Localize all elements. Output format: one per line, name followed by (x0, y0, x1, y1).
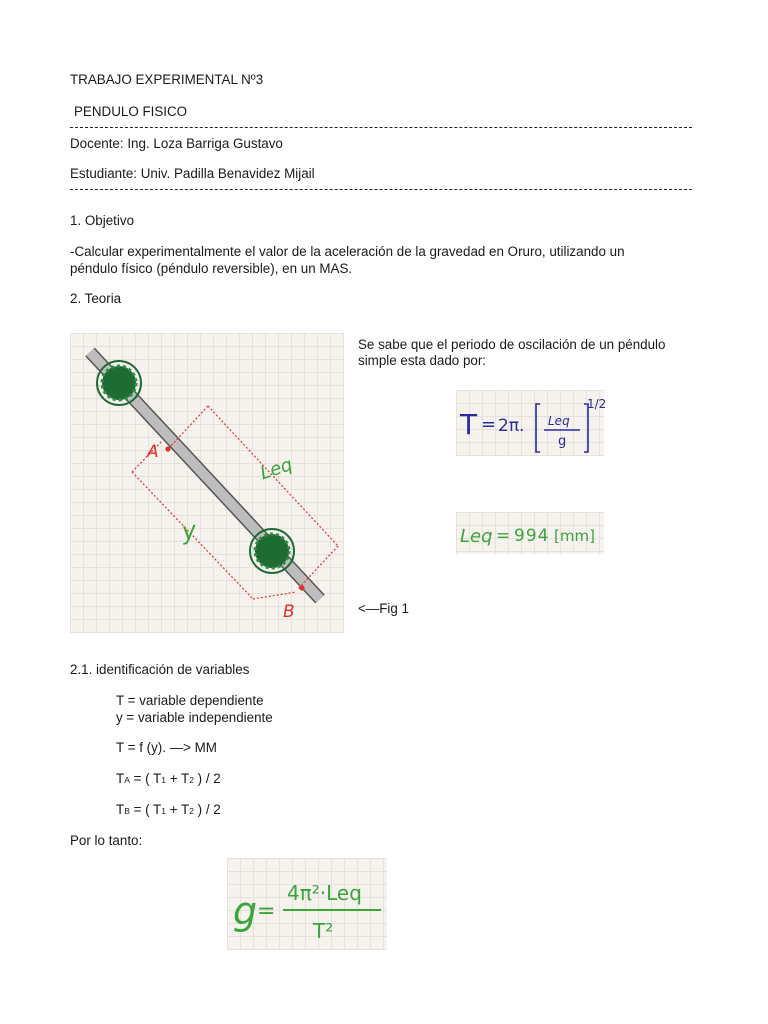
tb-rest: = ( T (129, 802, 162, 817)
objective-text: -Calcular experimentalmente el valor de la aceleración de la gravedad en Oruro, utilizando un péndulo físico (péndulo reversible), en un MAS. (70, 244, 625, 276)
tb-sub: B (124, 806, 130, 816)
objective-heading: 1. Objetivo (70, 213, 135, 228)
lower-mass (250, 529, 294, 573)
ta-formula (116, 771, 221, 786)
divider-top (70, 127, 692, 128)
document-title: TRABAJO EXPERIMENTAL Nº3 (70, 72, 264, 87)
formula-g: g (558, 434, 567, 449)
gravity-denominator: T² (313, 919, 334, 943)
tb-formula (116, 802, 221, 817)
label-b: B (283, 602, 295, 622)
ta-t1-sub: 1 (161, 775, 166, 785)
period-formula (456, 390, 607, 456)
variable-t: T = variable dependiente (116, 693, 264, 708)
gravity-formula (227, 858, 387, 950)
theory-heading: 2. Teoria (70, 291, 122, 306)
leq-equals: = (496, 526, 511, 546)
ta-t2-sub: 2 (189, 775, 194, 785)
tb-t1-sub: 1 (161, 806, 166, 816)
ta-rest: = ( T (129, 771, 162, 786)
label-y: y (180, 515, 199, 546)
variables-heading: 2.1. identificación de variables (70, 662, 250, 677)
formula-leq: Leq (548, 414, 570, 428)
leq-number: 994 (514, 526, 550, 546)
ta-sub: A (124, 775, 130, 785)
formula-exponent: 1/2 (587, 397, 607, 411)
tb-prefix: T (116, 802, 125, 817)
point-b-marker (299, 585, 304, 590)
variable-y: y = variable independiente (116, 710, 273, 725)
label-leq: Leq (257, 454, 296, 485)
student-name: Estudiante: Univ. Padilla Benavidez Mijail (70, 166, 315, 181)
document-subtitle: PENDULO FISICO (74, 104, 188, 119)
divider-bottom (70, 189, 692, 190)
gravity-equals: = (257, 899, 276, 924)
teacher-name: Docente: Ing. Loza Barriga Gustavo (70, 136, 283, 151)
gravity-numerator: 4π²·Leq (287, 881, 362, 905)
leq-value-formula (456, 512, 604, 554)
leq-unit: [mm] (554, 527, 595, 545)
tb-plus: + T (165, 802, 190, 817)
formula-t: T (460, 408, 478, 441)
model-relation: T = f (y). —> MM (116, 740, 217, 755)
formula-two-pi: 2π. (498, 416, 525, 436)
figure-caption: <—Fig 1 (358, 601, 409, 616)
gravity-g: g (233, 889, 258, 933)
tb-t2-sub: 2 (189, 806, 194, 816)
formula-equals: = (481, 414, 497, 435)
upper-mass (97, 361, 141, 405)
tb-div: ) / 2 (193, 802, 221, 817)
ta-div: ) / 2 (193, 771, 221, 786)
theory-text: Se sabe que el periodo de oscilación de un péndulo simple esta dado por: (358, 337, 666, 368)
label-a: A (147, 442, 159, 462)
ta-prefix: T (116, 771, 125, 786)
conclusion-text: Por lo tanto: (70, 833, 143, 848)
ta-plus: + T (165, 771, 190, 786)
pendulum-diagram (70, 333, 344, 633)
leq-lhs: Leq (460, 526, 493, 547)
pendulum-figure (70, 333, 344, 633)
point-a-marker (165, 446, 170, 451)
